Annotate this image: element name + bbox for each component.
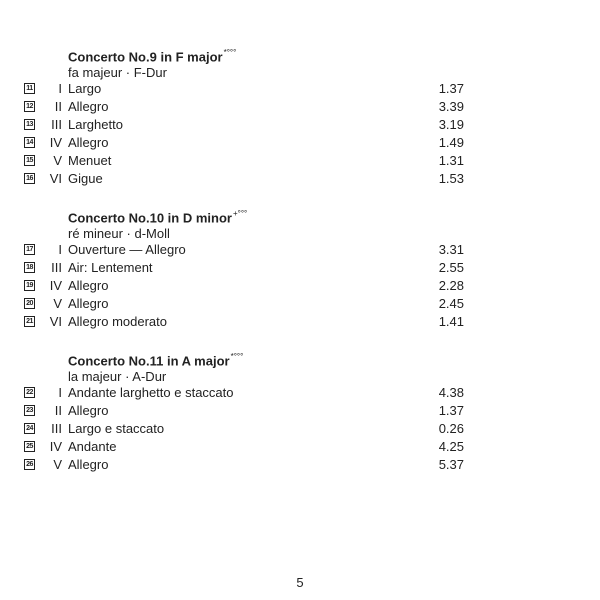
track-row (0, 402, 600, 420)
movement-title: Gigue (68, 171, 103, 186)
page-number: 5 (296, 575, 304, 590)
movement-title: Ouverture — Allegro (68, 242, 186, 257)
movement-numeral: III (51, 117, 62, 132)
track-duration: 2.28 (438, 278, 464, 293)
track-number: 13 (24, 119, 35, 130)
movement-numeral: I (58, 242, 62, 257)
track-duration: 3.31 (438, 242, 464, 257)
movement-numeral: VI (49, 314, 62, 329)
movement-numeral: IV (49, 439, 62, 454)
concerto-key: ré mineur · d-Moll (68, 226, 170, 241)
track-row (0, 277, 600, 295)
movement-numeral: IV (49, 278, 62, 293)
track-number: 16 (24, 173, 35, 184)
movement-numeral: V (53, 153, 62, 168)
concerto-title (68, 350, 243, 369)
track-number: 25 (24, 441, 35, 452)
track-number: 11 (24, 83, 35, 94)
movement-title: Largo e staccato (68, 421, 165, 436)
track-number: 26 (24, 459, 35, 470)
movement-numeral: IV (49, 135, 62, 150)
track-duration: 0.26 (438, 421, 464, 436)
movement-title: Air: Lentement (68, 260, 153, 275)
track-number: 17 (24, 244, 35, 255)
track-row (0, 98, 600, 116)
track-row (0, 384, 600, 402)
movement-numeral: V (53, 296, 62, 311)
movement-title: Allegro (68, 403, 109, 418)
track-row (0, 420, 600, 438)
track-duration: 1.37 (438, 403, 464, 418)
movement-title: Larghetto (68, 117, 123, 132)
track-duration: 3.19 (438, 117, 464, 132)
track-number: 20 (24, 298, 35, 309)
concerto-title-text: Concerto No.11 in A major (68, 353, 230, 369)
movement-title: Andante (68, 439, 117, 454)
track-duration: 3.39 (438, 99, 464, 114)
track-duration: 1.53 (438, 171, 464, 186)
movement-numeral: II (54, 403, 62, 418)
concerto-key: la majeur · A-Dur (68, 369, 167, 384)
concerto-title-text: Concerto No.10 in D minor (68, 210, 232, 226)
concerto-title-text: Concerto No.9 in F major (68, 49, 223, 65)
track-number: 18 (24, 262, 35, 273)
track-duration: 4.25 (438, 439, 464, 454)
track-number: 15 (24, 155, 35, 166)
movement-numeral: VI (49, 171, 62, 186)
track-number: 22 (24, 387, 35, 398)
track-duration: 2.45 (438, 296, 464, 311)
concerto-title (68, 46, 236, 65)
track-number: 12 (24, 101, 35, 112)
movement-title: Menuet (68, 153, 112, 168)
movement-title: Andante larghetto e staccato (68, 385, 234, 400)
movement-numeral: I (58, 81, 62, 96)
concerto-title-marks: +°°° (232, 209, 248, 218)
track-row (0, 116, 600, 134)
movement-numeral: III (51, 421, 62, 436)
movement-title: Largo (68, 81, 102, 96)
track-number: 23 (24, 405, 35, 416)
track-row (0, 259, 600, 277)
track-row (0, 241, 600, 259)
movement-title: Allegro (68, 278, 109, 293)
movement-numeral: I (58, 385, 62, 400)
movement-numeral: III (51, 260, 62, 275)
track-number: 14 (24, 137, 35, 148)
concerto-title-marks: *°°° (230, 352, 244, 361)
track-row (0, 134, 600, 152)
movement-title: Allegro (68, 135, 109, 150)
movement-numeral: V (53, 457, 62, 472)
track-duration: 2.55 (438, 260, 464, 275)
track-duration: 1.31 (438, 153, 464, 168)
movement-numeral: II (54, 99, 62, 114)
track-row (0, 80, 600, 98)
movement-title: Allegro (68, 457, 109, 472)
track-duration: 5.37 (438, 457, 464, 472)
track-number: 24 (24, 423, 35, 434)
track-row (0, 456, 600, 474)
movement-title: Allegro (68, 296, 109, 311)
track-number: 19 (24, 280, 35, 291)
track-duration: 4.38 (438, 385, 464, 400)
concerto-key: fa majeur · F-Dur (68, 65, 167, 80)
concerto-title (68, 207, 247, 226)
concerto-title-marks: *°°° (223, 48, 237, 57)
track-row (0, 438, 600, 456)
track-row (0, 170, 600, 188)
track-row (0, 152, 600, 170)
track-row (0, 313, 600, 331)
track-number: 21 (24, 316, 35, 327)
track-row (0, 295, 600, 313)
track-duration: 1.49 (438, 135, 464, 150)
track-duration: 1.41 (438, 314, 464, 329)
track-duration: 1.37 (438, 81, 464, 96)
movement-title: Allegro moderato (68, 314, 167, 329)
movement-title: Allegro (68, 99, 109, 114)
